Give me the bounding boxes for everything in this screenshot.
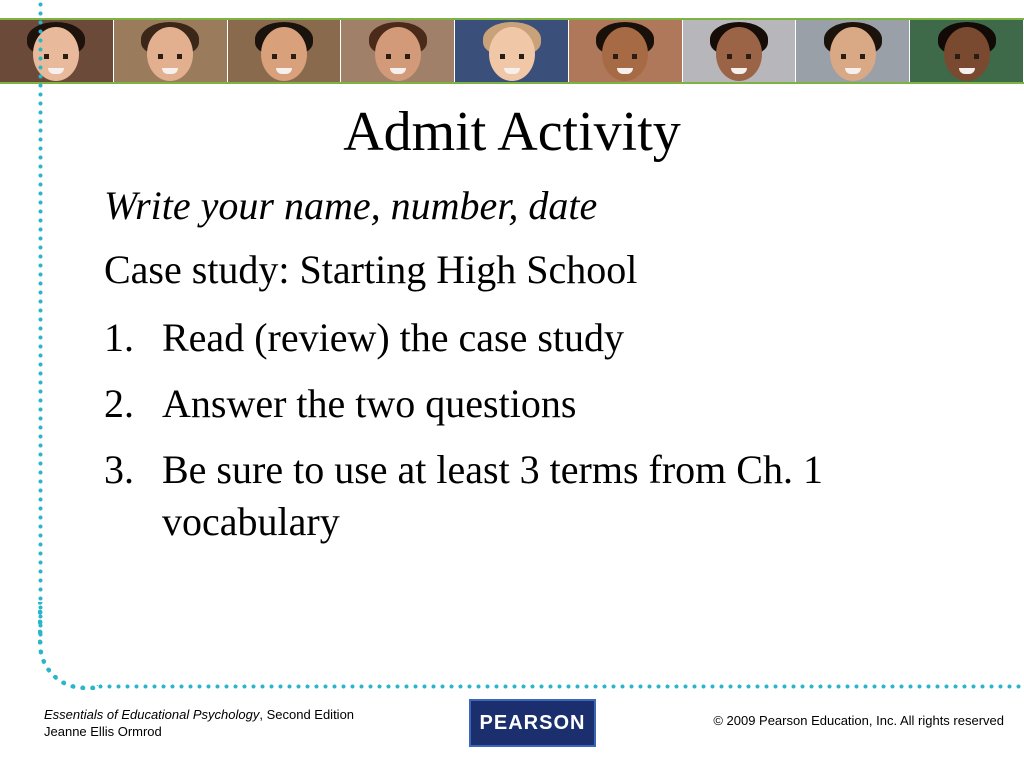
book-title: Essentials of Educational Psychology (44, 707, 260, 722)
child-photo (910, 20, 1024, 82)
child-photo (569, 20, 683, 82)
child-photo (455, 20, 569, 82)
step-number: 3. (104, 447, 134, 492)
eyes-shape (841, 54, 865, 59)
book-edition: , Second Edition (259, 707, 355, 722)
step-text: Be sure to use at least 3 terms from Ch. 1 vocabulary (162, 447, 823, 544)
dotted-frame-bottom (96, 684, 1024, 689)
step-number: 2. (104, 381, 134, 426)
footer-citation (44, 706, 354, 740)
dotted-frame-corner (38, 602, 98, 690)
step-number: 1. (104, 315, 134, 360)
step-text: Read (review) the case study (162, 315, 625, 360)
copyright-notice: © 2009 Pearson Education, Inc. All rights reserved (713, 713, 1004, 728)
eyes-shape (500, 54, 524, 59)
child-photo (114, 20, 228, 82)
logo-text: PEARSON (479, 711, 586, 734)
dotted-frame-left (38, 0, 43, 640)
eyes-shape (955, 54, 979, 59)
eyes-shape (386, 54, 410, 59)
list-item (104, 312, 964, 364)
eyes-shape (272, 54, 296, 59)
eyes-shape (158, 54, 182, 59)
slide-title: Admit Activity (343, 101, 681, 163)
steps-list (104, 312, 964, 562)
eyes-shape (613, 54, 637, 59)
pearson-logo (469, 699, 596, 747)
smile-shape (504, 68, 520, 74)
child-photo (683, 20, 797, 82)
step-text: Answer the two questions (162, 381, 577, 426)
child-photo (228, 20, 342, 82)
child-photo (796, 20, 910, 82)
child-photo (0, 20, 114, 82)
list-item (104, 444, 964, 548)
eyes-shape (727, 54, 751, 59)
case-study-line: Case study: Starting High School (104, 247, 638, 292)
list-item (104, 378, 964, 430)
book-author: Jeanne Ellis Ormrod (44, 724, 162, 739)
instruction-text: Write your name, number, date (104, 183, 598, 228)
photo-banner (0, 18, 1024, 84)
eyes-shape (44, 54, 68, 59)
child-photo (341, 20, 455, 82)
